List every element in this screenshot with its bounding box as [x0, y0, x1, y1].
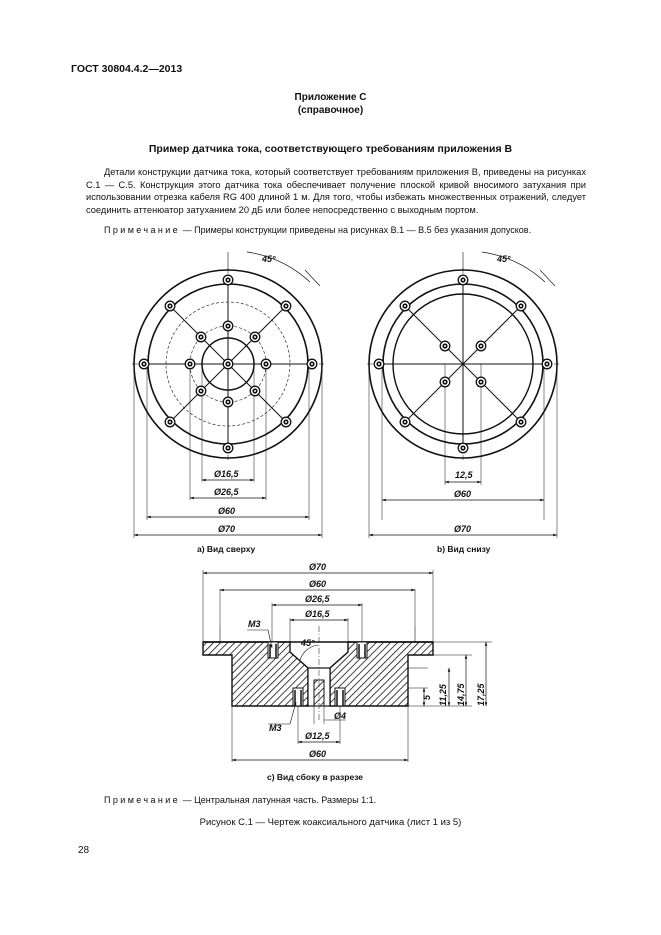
view-c-d70-label: Ø70 — [309, 562, 327, 572]
note-1-text: — Примеры конструкции приведены на рисунках В.1 — В.5 без указания допусков. — [180, 225, 532, 235]
view-c-m3-bottom-label: M3 — [269, 723, 282, 733]
note-2 — [104, 795, 376, 805]
appendix-subtitle: (справочное) — [297, 105, 364, 116]
document-header: ГОСТ 30804.4.2—2013 — [71, 63, 183, 75]
section-title: Пример датчика тока, соответствующего требованиям приложения В — [148, 143, 513, 155]
view-a-caption: а) Вид сверху — [197, 544, 256, 554]
figure-caption: Рисунок С.1 — Чертеж коаксиального датчика (лист 1 из 5) — [199, 817, 462, 828]
body-paragraph: Детали конструкции датчика тока, который соответствует требованиям приложения В, приведены на рисунках С.1 — С.5. Конструкция этого датчика тока обеспечивает получение плоской кривой вносимого затухания при использовании отрезка кабеля RG 400 длиной 1 м. Для того, чтобы избежать множественных отражений, следует соединить аттенюатор затуханием 20 дБ или более непосредственно с выходным портом. — [86, 167, 586, 215]
view-c-d4-label: Ø4 — [334, 711, 347, 721]
view-c-h5-label: 5 — [422, 694, 432, 700]
view-c-caption: c) Вид сбоку в разрезе — [267, 772, 364, 782]
view-a-d60-label: Ø60 — [218, 506, 236, 516]
page-number: 28 — [78, 845, 90, 856]
view-c-m3-top-label: M3 — [248, 619, 261, 629]
view-b-d60-label: Ø60 — [454, 489, 472, 499]
view-c-h1475-label: 14,75 — [456, 683, 466, 706]
view-a-d265-label: Ø26,5 — [214, 487, 239, 497]
view-b-d70-label: Ø70 — [454, 524, 472, 534]
view-a-d165-label: Ø16,5 — [214, 469, 239, 479]
view-c-d165-label: Ø16,5 — [305, 609, 330, 619]
view-a-angle-label: 45° — [262, 254, 276, 264]
note-2-label: Примечание — [104, 795, 181, 805]
view-c-d125-label: Ø12,5 — [305, 731, 330, 741]
view-a-d70-label: Ø70 — [218, 524, 236, 534]
view-b-caption: b) Вид снизу — [437, 544, 491, 554]
view-c-d265-label: Ø26,5 — [305, 594, 330, 604]
appendix-title: Приложение С — [294, 92, 367, 103]
view-b-angle-label: 45° — [497, 254, 511, 264]
view-c-angle-label: 45° — [301, 638, 315, 648]
view-c-section — [203, 570, 492, 762]
view-c-d60-label: Ø60 — [309, 579, 327, 589]
view-c-h1125-label: 11,25 — [438, 684, 448, 706]
view-c-d60-bottom-label: Ø60 — [309, 749, 327, 759]
note-1-label: Примечание — [104, 225, 181, 235]
view-b-w125-label: 12,5 — [455, 470, 473, 480]
view-c-h1725-label: 17,25 — [476, 683, 486, 706]
note-2-text: — Центральная латунная часть. Размеры 1:1. — [180, 795, 377, 805]
